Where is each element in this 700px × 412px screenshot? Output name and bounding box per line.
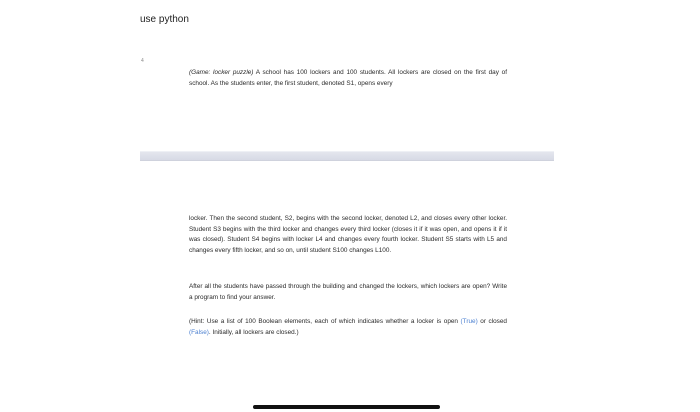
- problem-continuation-paragraph: locker. Then the second student, S2, begins with the second locker, denoted L2, and closes every other locker. Student S3 begins with the third locker and changes every third locker (closes it if it was open, and opens it if it was closed). Student S4 begins with locker L4 and changes every fourth locker. Student S5 starts with L5 and changes every fifth locker, and so on, until student S100 changes L100.: [189, 215, 507, 254]
- hint-false-keyword: (False): [189, 328, 209, 336]
- hint-text-part2: or closed: [477, 318, 507, 325]
- problem-intro-paragraph: [189, 68, 507, 89]
- hint-true-keyword: (True): [460, 318, 478, 325]
- question-text: use python: [140, 14, 189, 25]
- problem-question-paragraph: After all the students have passed through the building and changed the lockers, which lockers are open? Write a program to find your answer.: [189, 283, 507, 301]
- page-marker: 4: [141, 58, 144, 64]
- hint-text-part3: . Initially, all lockers are closed.): [208, 328, 299, 336]
- hint-paragraph: [189, 317, 507, 338]
- hint-text-part1: (Hint: Use a list of 100 Boolean elements, each of which indicates whether a locker is open: [189, 318, 461, 325]
- page-divider: [140, 151, 554, 161]
- home-indicator[interactable]: [253, 405, 440, 409]
- problem-intro-text: A school has 100 lockers and 100 students. All lockers are closed on the first day of school. As the students enter, the first student, denoted S1, opens every: [189, 69, 507, 87]
- problem-title-label: (Game: locker puzzle): [189, 69, 254, 76]
